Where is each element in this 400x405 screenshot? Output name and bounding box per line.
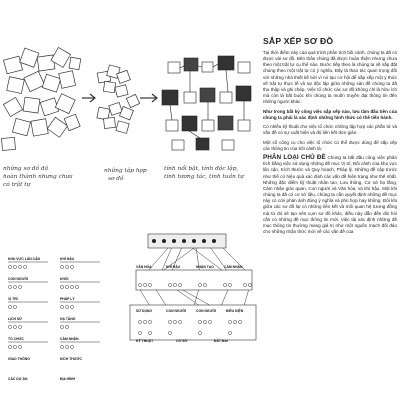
diagram-label-5: PHÁP LÝ <box>60 297 75 301</box>
diagram-label-15: KHÍ HẬU <box>166 265 181 269</box>
paragraph-4: Một số công cụ cho việc tổ chức có thể được dùng để sắp xếp các thông tin của bối cảnh là: <box>263 139 397 151</box>
section-text: Chúng ta bắt đầu công việc phân tích bằng việc sử dụng những đề mục Vị trí, Bối cảnh của khu vực lân cận, Kích thước và Quy hoạch, Pháp lý. Những đề cập trước như thế có hiệu quả xác định các vấn đề hiện trạng như thế nhất. Những đặc điểm kỹ thuật nhân tạo, Lưu thông, Cơ sở hạ tầng, Cảm nhận giác quan, Con người và Văn hóa, và khí hậu. Một khi chúng ta đã có cơ sở liệu, chúng ta cần quyết định những đề mục này có còn phản ánh đúng ý nghĩa và phù hợp hay không. Đôi khi giữa các sơ đồ lại có những liên kết và mối quan hệ tương đồng mà từ đó sẽ tạo nên cụm sơ đồ khác, điều này dẫn đến đòi hỏi cần có những đề mục thông tin mới. Việc tái xác định những đề mục thông tin thường mang giá trị như một nguồn mạch đối đáo cho những nhận thức mới về các vấn đề của <box>263 155 397 234</box>
paragraph-3: Có nhiều kỹ thuật cho việc tổ chức những tập hợp các phần tử và vấn đề có sự xuất hiện và độ liên kết đơn giản. <box>263 124 397 136</box>
ordered-diagrams <box>162 56 251 150</box>
diagram-label-20: CON NGƯỜI <box>196 309 217 313</box>
diagram-label-24: ĐẤT ĐAI <box>214 339 228 343</box>
diagram-label-11: KÍCH THƯỚC <box>60 357 82 361</box>
diagram-label-21: ĐIỀU KIỆN <box>226 309 244 313</box>
diagram-label-7: HẠ TẦNG <box>60 317 76 321</box>
caption-middle-line2: sơ đồ <box>108 176 124 182</box>
diagram-label-22: KỸ THUẬT <box>136 339 154 343</box>
diagram-label-8: TỔ CHỨC <box>8 337 24 341</box>
text-column <box>263 36 397 238</box>
paragraph-2: Như trong bất kỳ công việc sắp xếp nào, lưu tâm đầu tiên của chúng ta phải là xác định những hình thức có thể tiến hành. <box>263 108 397 120</box>
caption-middle-line1: những tập hợp <box>104 168 147 174</box>
caption-left-line2: hoàn thành nhưng chưa <box>3 174 73 180</box>
diagram-label-16: NHÂN TẠO <box>196 265 214 269</box>
arrow-2 <box>140 94 157 102</box>
diagram-label-12: CÁC DỰ ÁN <box>8 377 28 381</box>
diagram-label-17: CẢM NHẬN <box>224 265 243 269</box>
diagram-label-14: VĂN HÓA <box>136 265 152 269</box>
diagram-label-13: ĐỊA HÌNH <box>60 377 75 381</box>
diagram-label-2: CON NGƯỜI <box>8 277 29 281</box>
section-paragraph <box>263 155 397 235</box>
scattered-diagrams <box>1 47 80 150</box>
page-title: SẮP XẾP SƠ ĐỒ <box>263 36 334 46</box>
diagram-label-3: KHỐI <box>60 277 69 281</box>
diagram-label-19: CON NGƯỜI <box>166 309 187 313</box>
diagram-label-23: CƠ SỞ <box>176 339 188 343</box>
section-heading: PHÂN LOẠI CHỦ ĐỀ <box>263 154 326 162</box>
diagram-label-18: SỬ DỤNG <box>136 309 152 313</box>
arrow-1 <box>82 94 95 102</box>
diagram-label-6: LỊCH SỬ <box>8 317 22 321</box>
caption-left-line3: có trật tự <box>3 182 31 188</box>
grouped-diagrams <box>97 65 140 134</box>
network-diagram <box>4 234 256 396</box>
diagram-label-1: KHÍ HẬU <box>60 257 75 261</box>
diagram-label-4: VỊ TRÍ <box>8 297 18 301</box>
caption-left-line1: những sơ đồ đã <box>3 166 49 172</box>
caption-right-line1: tính nổi bật, tính độc lập, <box>164 166 239 172</box>
diagram-label-0: KHU VỰC LÂN CẬN <box>8 257 41 261</box>
diagram-label-10: GIAO THÔNG <box>8 357 30 361</box>
diagram-label-9: CẢM NHẬN <box>60 337 79 341</box>
caption-right-line2: tính tương tác, tính tuần tự <box>164 174 244 180</box>
paragraph-1: Tại thời điểm này của quá trình phân tích bối cảnh, chúng ta đã có được vài sơ đồ. Bên thân chúng đã được hoàn thiện nhưng chưa theo một trật tự cụ thể nào. Bước tiếp theo là chúng ta sẽ sắp đặt chúng theo một trật tự có ý nghĩa. Đây là thao tác quan trọng đối với những nhà thiết kế bởi vì nó tạo cơ hội để sắp xếp một ý thức về trật tự thực tế và sự độc lập giữa những sản đề chúng ta đã thu thập và ghi chép. Việc tổ chức các sơ đồ không chỉ là hữu ích mà còn là bắt buộc khi chúng ta muốn truyền đạt thông tin đến những người khác. <box>263 50 397 105</box>
